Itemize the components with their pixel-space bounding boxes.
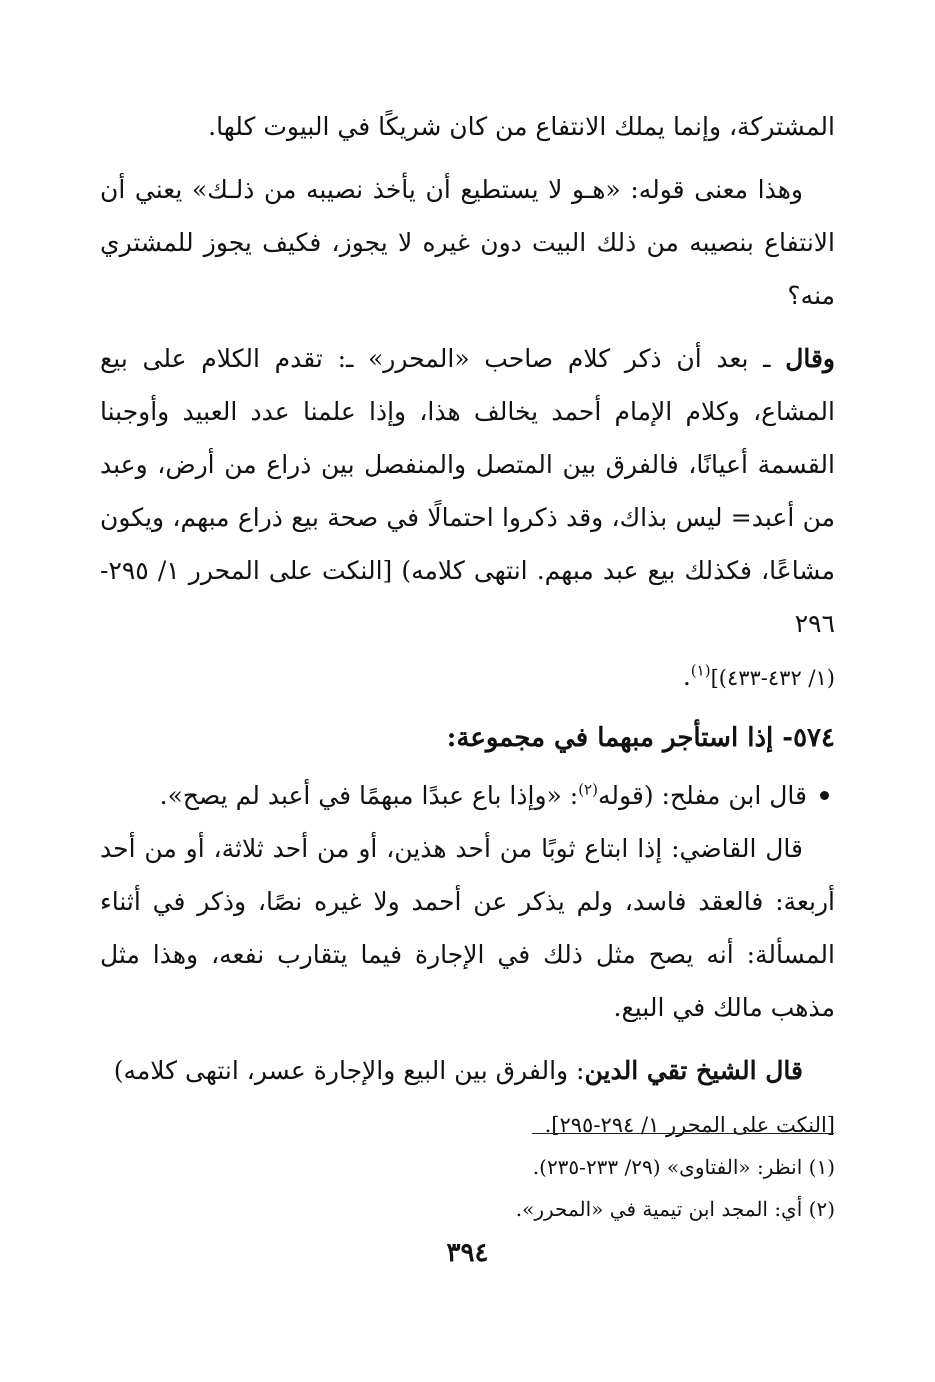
footnotes [100,1146,835,1230]
footnote-marker-2: (٢) [578,780,598,799]
paragraph-3-text: ـ بعد أن ذكر كلام صاحب «المحرر» ـ: تقدم الكلام على بيع المشاع، وكلام الإمام أحمد يخالف هذا، وإذا علمنا عدد العبيد وأوجبنا القسمة أعيانًا، فالفرق بين المتصل والمنفصل بين ذراع من أرض، وعبد من أعبد= ليس بذاك، وقد ذكروا احتمالًا في صحة بيع ذراع مبهم، ويكون مشاعًا، فكذلك بيع عبد مبهم. انتهى كلامه) [النكت على المحرر ١/ ٢٩٥- ٢٩٦ [100,344,836,638]
paragraph-5-reference: [النكت على المحرر ١/ ٢٩٤-٢٩٥]. [544,1113,835,1137]
paragraph-2 [100,163,835,322]
bullet-icon [820,791,829,800]
section-heading: ٥٧٤- إذا استأجر مبهما في مجموعة: [446,723,835,753]
footnote-1: (١) انظر: «الفتاوى» (٢٩/ ٢٣٣-٢٣٥). [532,1155,835,1179]
paragraph-5 [100,1044,835,1150]
paragraph-1 [100,100,835,153]
bullet-paragraph [100,769,835,822]
bullet-text-after: : «وإذا باع عبدًا مبهمًا في أعبد لم يصح». [159,781,579,810]
page-number: ٣٩٤ [446,1238,489,1268]
page-body [100,100,835,1150]
paragraph-1-text: المشتركة، وإنما يملك الانتفاع من كان شريكًا في البيوت كلها. [208,112,835,141]
paragraph-3-reference: (١/ ٤٣٢-٤٣٣)] [710,666,835,690]
paragraph-3-lead: وقال [785,344,835,373]
footnote-marker-1: (١) [690,661,711,680]
paragraph-2-text: وهذا معنى قوله: «هـو لا يستطيع أن يأخذ نصيبه من ذلـك» يعني أن الانتفاع بنصيبه من ذلك البيت دون غيره لا يجوز، فكيف يجوز للمشتري منه؟ [100,175,835,310]
bullet-text-before: قال ابن مفلح: (قوله [597,781,807,810]
paragraph-3-end: . [682,662,691,691]
paragraph-5-lead: قال الشيخ تقي الدين [584,1056,803,1085]
paragraph-5-text: : والفرق بين البيع والإجارة عسر، انتهى كلامه) [113,1056,585,1085]
footnote-2: (٢) أي: المجد ابن تيمية في «المحرر». [515,1197,835,1221]
paragraph-3 [100,332,835,703]
paragraph-4 [100,822,835,1034]
footnote-divider [532,1133,834,1134]
paragraph-4-text: قال القاضي: إذا ابتاع ثوبًا من أحد هذين، أو من أحد ثلاثة، أو من أحد أربعة: فالعقد فاسد، ولم يذكر عن أحمد ولا غيره نصًا، وذكر في أثناء المسألة: أنه يصح مثل ذلك في الإجارة فيما يتقارب نفعه، وهذا مثل مذهب مالك في البيع. [100,834,835,1022]
